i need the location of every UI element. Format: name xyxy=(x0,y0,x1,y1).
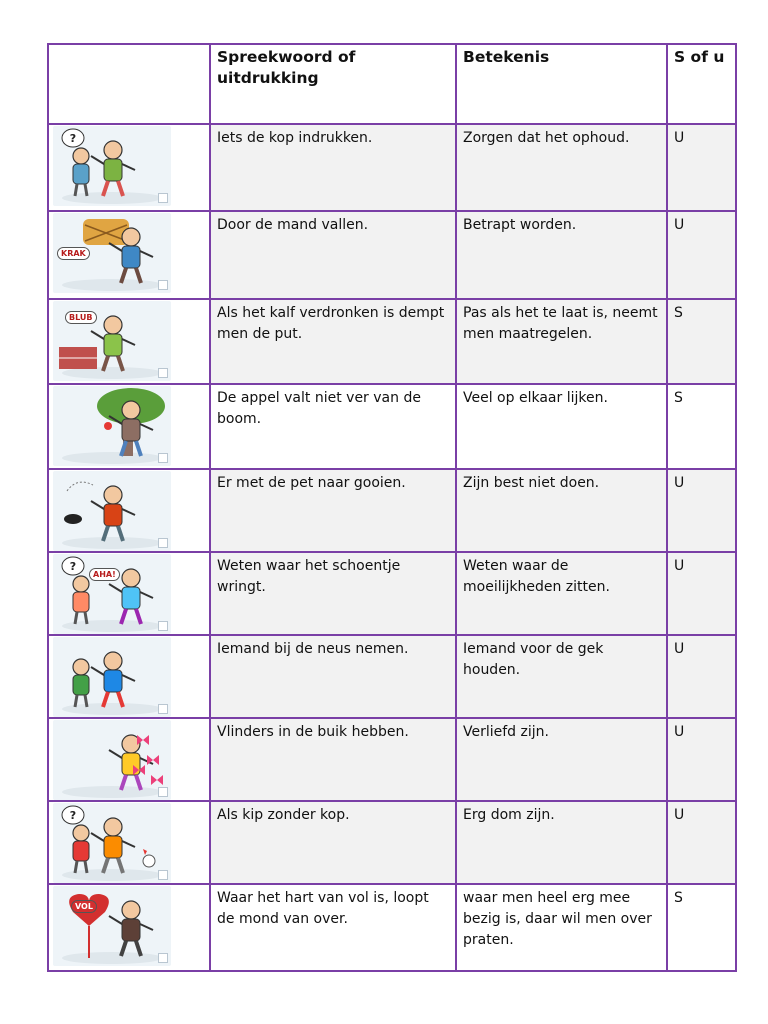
table-row xyxy=(48,552,736,635)
meaning-cell: Zijn best niet doen. xyxy=(456,469,667,552)
expand-corner-icon xyxy=(158,280,168,290)
illustration-cell xyxy=(48,299,210,384)
svg-text:?: ? xyxy=(69,132,77,145)
meaning-cell: Pas als het te laat is, neemt men maatregelen. xyxy=(456,299,667,384)
header-image-column xyxy=(48,44,210,124)
illustration-cell xyxy=(48,635,210,718)
header-type: S of u xyxy=(667,44,736,124)
expand-corner-icon xyxy=(158,368,168,378)
girl-with-tight-shoe-cartoon-icon xyxy=(53,554,171,634)
speech-bubble-text: KRAK xyxy=(57,247,90,260)
type-cell: U xyxy=(667,469,736,552)
illustration-cell xyxy=(48,718,210,801)
header-saying: Spreekwoord of uitdrukking xyxy=(210,44,456,124)
man-pulling-nose-cartoon-icon xyxy=(53,637,171,717)
type-cell: U xyxy=(667,718,736,801)
illustration-cell xyxy=(48,884,210,971)
speech-bubble-text: BLUB xyxy=(65,311,97,324)
meaning-cell: Zorgen dat het ophoud. xyxy=(456,124,667,211)
expand-corner-icon xyxy=(158,704,168,714)
type-cell: U xyxy=(667,552,736,635)
confused-man-chicken-cartoon-icon xyxy=(53,803,171,883)
table-row xyxy=(48,635,736,718)
type-cell: U xyxy=(667,801,736,884)
type-cell: U xyxy=(667,211,736,299)
type-cell: U xyxy=(667,635,736,718)
proverbs-sheet xyxy=(47,43,737,972)
expand-corner-icon xyxy=(158,453,168,463)
expand-corner-icon xyxy=(158,953,168,963)
illustration-cell xyxy=(48,801,210,884)
man-falling-through-basket-cartoon-icon xyxy=(53,213,171,293)
speech-bubble-text: AHA! xyxy=(89,568,120,581)
meaning-cell: Verliefd zijn. xyxy=(456,718,667,801)
man-throwing-cap-cartoon-icon xyxy=(53,471,171,551)
heart-balloon-talking-man-cartoon-icon xyxy=(53,886,171,966)
meaning-cell: Weten waar de moeilijkheden zitten. xyxy=(456,552,667,635)
table-row xyxy=(48,469,736,552)
apple-tree-sleeping-man-cartoon-icon xyxy=(53,386,171,466)
saying-cell: Weten waar het schoentje wringt. xyxy=(210,552,456,635)
proverbs-table xyxy=(47,43,737,972)
two-men-arguing-cartoon-icon xyxy=(53,126,171,206)
table-row xyxy=(48,884,736,971)
saying-cell: Iemand bij de neus nemen. xyxy=(210,635,456,718)
svg-text:?: ? xyxy=(69,809,77,822)
expand-corner-icon xyxy=(158,787,168,797)
meaning-cell: waar men heel erg mee bezig is, daar wil men over praten. xyxy=(456,884,667,971)
illustration-cell xyxy=(48,552,210,635)
saying-cell: Er met de pet naar gooien. xyxy=(210,469,456,552)
saying-cell: De appel valt niet ver van de boom. xyxy=(210,384,456,469)
expand-corner-icon xyxy=(158,538,168,548)
expand-corner-icon xyxy=(158,193,168,203)
type-cell: S xyxy=(667,384,736,469)
illustration-cell xyxy=(48,384,210,469)
table-row xyxy=(48,299,736,384)
illustration-cell xyxy=(48,211,210,299)
meaning-cell: Iemand voor de gek houden. xyxy=(456,635,667,718)
table-row xyxy=(48,801,736,884)
saying-cell: Door de mand vallen. xyxy=(210,211,456,299)
saying-cell: Als kip zonder kop. xyxy=(210,801,456,884)
table-row xyxy=(48,718,736,801)
man-filling-well-cartoon-icon xyxy=(53,301,171,381)
header-meaning: Betekenis xyxy=(456,44,667,124)
table-row xyxy=(48,384,736,469)
type-cell: U xyxy=(667,124,736,211)
saying-cell: Waar het hart van vol is, loopt de mond van over. xyxy=(210,884,456,971)
meaning-cell: Betrapt worden. xyxy=(456,211,667,299)
table-row xyxy=(48,211,736,299)
girl-with-butterflies-cartoon-icon xyxy=(53,720,171,800)
expand-corner-icon xyxy=(158,621,168,631)
saying-cell: Als het kalf verdronken is dempt men de put. xyxy=(210,299,456,384)
meaning-cell: Veel op elkaar lijken. xyxy=(456,384,667,469)
type-cell: S xyxy=(667,884,736,971)
speech-bubble-text: VOL xyxy=(71,900,97,913)
table-row xyxy=(48,124,736,211)
expand-corner-icon xyxy=(158,870,168,880)
saying-cell: Iets de kop indrukken. xyxy=(210,124,456,211)
saying-cell: Vlinders in de buik hebben. xyxy=(210,718,456,801)
meaning-cell: Erg dom zijn. xyxy=(456,801,667,884)
type-cell: S xyxy=(667,299,736,384)
illustration-cell xyxy=(48,124,210,211)
header-row xyxy=(48,44,736,124)
svg-text:?: ? xyxy=(69,560,77,573)
illustration-cell xyxy=(48,469,210,552)
